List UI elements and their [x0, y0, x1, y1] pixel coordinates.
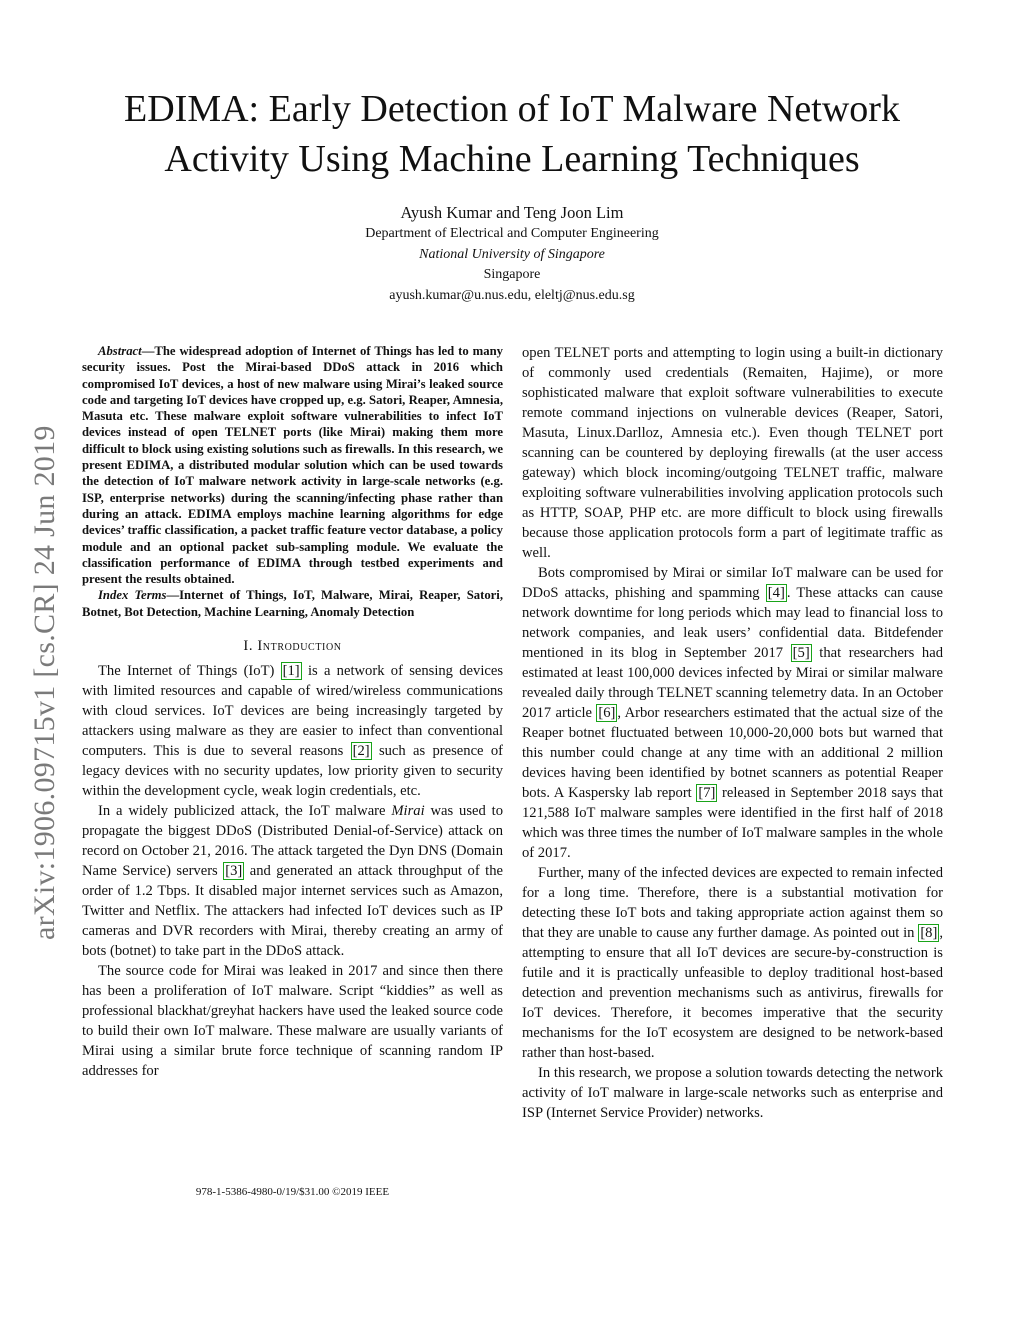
emphasis-mirai: Mirai — [391, 803, 425, 820]
text-run: The Internet of Things (IoT) — [98, 663, 281, 680]
citation-link[interactable]: [7] — [698, 785, 716, 801]
text-run: such as presence of legacy devices with no security updates, low priority given to security within the development cycle, weak login credentials, etc. — [82, 743, 504, 800]
section-heading: I. Introduction — [243, 638, 342, 655]
intro-paragraph-1 — [82, 661, 503, 801]
right-paragraph-1: open TELNET ports and attempting to login using a built-in dictionary of commonly used credentials (Remaiten, Hajime), or more sophisticated malware that exploit software vulnerabilities to execute remote command injections on vulnerable devices (Reaper, Satori, Masuta, Linux.Darlloz, Amnesia etc.). Even though TELNET port scanning can be countered by deploying firewalls (at the user access gateway) which block incoming/outgoing TELNET traffic, malware exploiting software vulnerabilities involving application protocols such as HTTP, SOAP, PHP etc. are more difficult to block using firewalls because those application protocols form a part of legitimate traffic as well. — [522, 345, 943, 561]
text-run: In a widely publicized attack, the IoT malware — [98, 803, 392, 820]
intro-paragraph-3: The source code for Mirai was leaked in 2017 and since then there has been a proliferation of IoT malware. Script “kiddies” as well as professional blackhat/greyhat hackers have used the leaked source code to build their own IoT malware. These malware are usually variants of Mirai using a similar brute force technique of scanning random IP addresses for — [82, 963, 503, 1080]
text-run: , attempting to ensure that all IoT devices are secure-by-construction is futile and it is practically unfeasible to deploy traditional host-based detection and prevention mechanisms such as antivirus, firewalls for IoT devices. Therefore, it becomes imperative that the security mechanisms for the IoT ecosystem are designed to be network-based rather than host-based. — [522, 925, 943, 1061]
index-terms-label: Index Terms — [98, 588, 167, 603]
text-run: . These attacks can cause network downtime for long periods which may lead to financial loss to network companies, and leak users’ confidential data. Bitdefender mentioned in its blog in September 2017 — [522, 585, 943, 661]
author-names: Ayush Kumar and Teng Joon Lim — [400, 203, 624, 222]
abstract-label: Abstract — [98, 344, 142, 358]
author-country: Singapore — [483, 267, 541, 282]
text-run: released in September 2018 says that 121,588 IoT malware samples were identified in the first half of 2018 which was three times the number of IoT malware samples in the whole of 2017. — [522, 785, 943, 861]
index-terms-text: —Internet of Things, IoT, Malware, Mirai, Reaper, Satori, Botnet, Bot Detection, Machine Learning, Anomaly Detection — [82, 588, 503, 619]
author-university: National University of Singapore — [419, 246, 605, 262]
arxiv-stamp: arXiv:1906.09715v1 [cs.CR] 24 Jun 2019 — [28, 425, 61, 940]
citation-link[interactable]: [2] — [352, 743, 370, 760]
author-emails: ayush.kumar@u.nus.edu, eleltj@nus.edu.sg — [389, 287, 635, 303]
left-column — [82, 343, 503, 1081]
citation-link[interactable]: [5] — [792, 645, 810, 661]
text-run: Further, many of the infected devices are expected to remain infected for a long time. Therefore, there is a substantial motivation for detecting these IoT bots and taking appropriate action against them so that they are unable to cause any further damage. As pointed out in — [522, 865, 943, 941]
text-run: was used to propagate the biggest DDoS (Distributed Denial-of-Service) attack on record on October 21, 2016. The attack targeted the Dyn DNS (Domain Name Service) servers — [82, 803, 503, 880]
citation-link[interactable]: [6] — [598, 705, 616, 721]
text-run: that researchers had estimated at least 100,000 devices infected by Mirai or similar malware revealed daily through TELNET scanning telemetry data. In an October 2017 article — [522, 645, 943, 721]
citation-link[interactable]: [1] — [282, 663, 300, 680]
text-run: Bots compromised by Mirai or similar IoT malware can be used for DDoS attacks, phishing and spamming — [522, 565, 943, 601]
text-run: and generated an attack throughput of the order of 1.2 Tbps. It disabled major internet services such as Amazon, Twitter and Netflix. The attackers had infected IoT devices such as IP cameras and DVR recorders with Mirai, thereby creating an army of bots (botnet) to take part in the DDoS attack. — [82, 863, 503, 960]
abstract-text: —The widespread adoption of Internet of Things has led to many security issues. Post the Mirai-based DDoS attack in 2016 which compromised IoT devices, a host of new malware using Mirai’s leaked source code and targeting IoT devices have cropped up, e.g. Satori, Reaper, Amnesia, Masuta etc. These malware exploit software vulnerabilities to infect IoT devices instead of open TELNET ports (like Mirai) making them more difficult to block using existing solutions such as firewalls. In this research, we present EDIMA, a distributed modular solution which can be used towards the detection of IoT malware network activity in large-scale networks (e.g. ISP, enterprise networks) during the scanning/infecting phase rather than during an attack. EDIMA employs machine learning algorithms for edge devices’ traffic classification, a packet traffic feature vector database, a policy module and an optional packet sub-sampling module. We evaluate the classification performance of EDIMA through testbed experiments and present the results obtained. — [82, 344, 503, 587]
right-column — [522, 343, 943, 1123]
right-paragraph-3 — [522, 863, 943, 1063]
paper-title: EDIMA: Early Detection of IoT Malware Network Activity Using Machine Learning Techniques — [124, 88, 900, 180]
citation-link[interactable]: [4] — [767, 585, 785, 601]
author-block — [160, 202, 864, 306]
abstract — [82, 343, 503, 587]
right-paragraph-4: In this research, we propose a solution towards detecting the network activity of IoT malware in large-scale networks such as enterprise and ISP (Internet Service Provider) networks. — [522, 1065, 943, 1121]
text-run: is a network of sensing devices with limited resources and capable of wired/wireless communications with cloud services. IoT devices are being increasingly targeted by attackers using malware as they are easier to infect than conventional computers. This is due to several reasons — [82, 663, 504, 760]
text-run: , Arbor researchers estimated that the actual size of the Reaper botnet fluctuated between 10,000-20,000 bots but warned that this number could change at any time with an additional 2 million devices having been identified by botnet scanners as potential Reaper bots. A Kaspersky lab report — [522, 705, 943, 801]
author-department: Department of Electrical and Computer Engineering — [365, 226, 659, 241]
citation-link[interactable]: [8] — [920, 925, 938, 941]
copyright-footer: 978-1-5386-4980-0/19/$31.00 ©2019 IEEE — [195, 1186, 390, 1198]
citation-link[interactable]: [3] — [225, 863, 243, 880]
right-paragraph-2 — [522, 563, 943, 863]
intro-paragraph-2 — [82, 801, 503, 961]
index-terms — [82, 587, 503, 620]
